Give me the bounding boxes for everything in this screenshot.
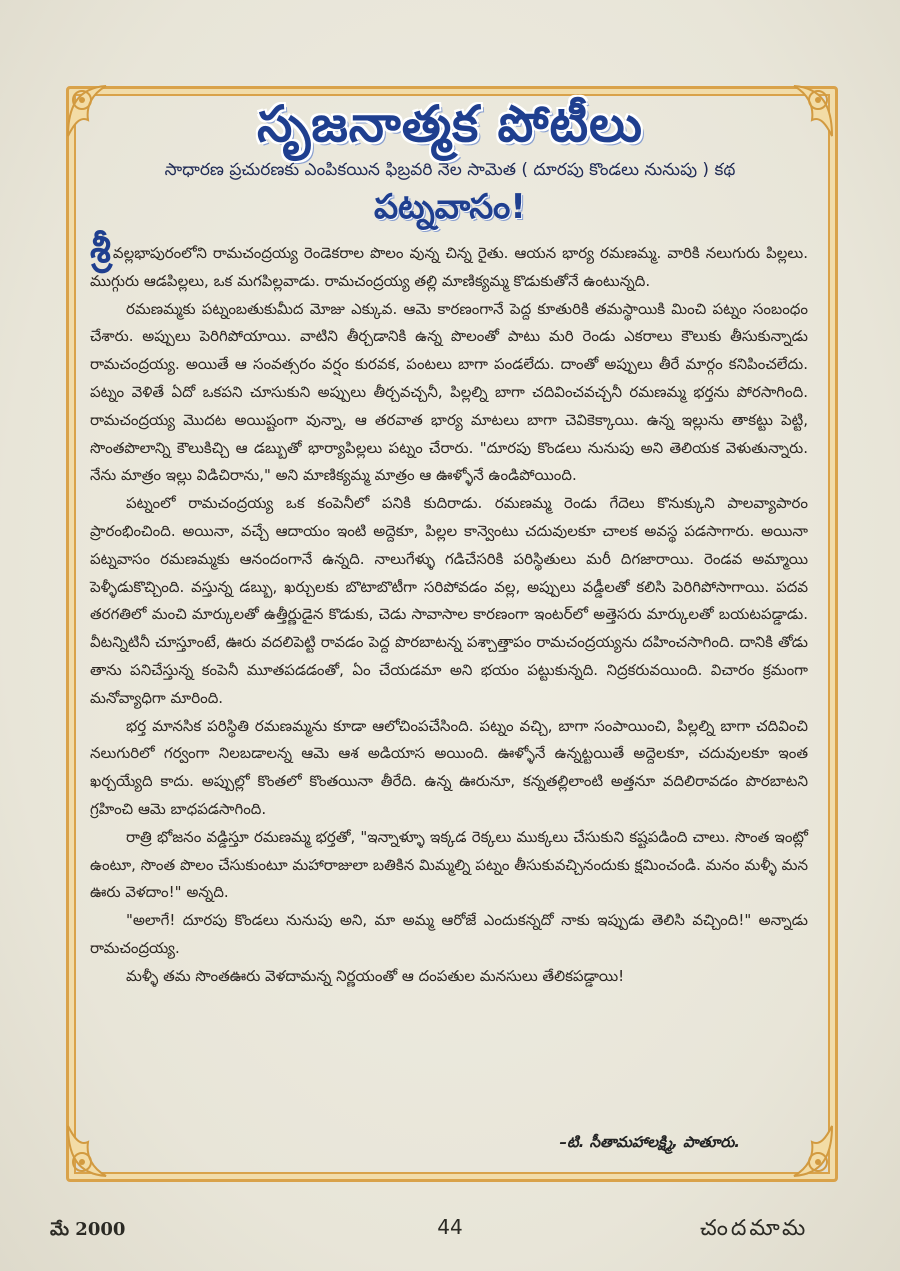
story-body bbox=[90, 227, 808, 991]
story-title: పట్నవాసం! bbox=[374, 187, 526, 227]
author-credit: –టి. సీతామహాలక్ష్మి, పాతూరు. bbox=[559, 1133, 740, 1151]
magazine-name: చందమామ bbox=[700, 1216, 809, 1241]
corner-ornament-icon bbox=[772, 1116, 842, 1186]
story-paragraph: రాత్రి భోజనం వడ్డిస్తూ రమణమ్మ భర్తతో, "ఇన్నాళ్ళూ ఇక్కడ రెక్కలు ముక్కలు చేసుకుని కష్టపడింది చాలు. సొంత ఇంట్లో ఉంటూ, సొంత పొలం చేసుకుంటూ మహారాజులా బతికిన మిమ్మల్ని పట్నం తీసుకువచ్చినందుకు క్షమించండి. మనం మళ్ళీ మన ఊరు వెళదాం!" అన్నది. bbox=[90, 827, 808, 902]
story-paragraph: రమణమ్మకు పట్నంబతుకుమీద మోజు ఎక్కువ. ఆమె కారణంగానే పెద్ద కూతురికి తమస్థాయికి మించి పట్నం సంబంధం చేశారు. అప్పులు పెరిగిపోయాయి. వాటిని తీర్చడానికి ఉన్న పొలంతో పాటు మరి రెండు ఎకరాలు కౌలుకు తీసుకున్నాడు రామచంద్రయ్య. అయితే ఆ సంవత్సరం వర్షం కురవక, పంటలు బాగా పండలేదు. దాంతో అప్పులు తీరే మార్గం కనిపించలేదు. పట్నం వెళితే ఏదో ఒకపని చూసుకుని అప్పులు తీర్చవచ్చనీ, పిల్లల్ని బాగా చదివించవచ్చనీ రమణమ్మ భర్తను పోరసాగింది. రామచంద్రయ్య మొదట అయిష్టంగా వున్నా, ఆ తరవాత భార్య మాటలు బాగా చెవికెక్కాయి. ఉన్న ఇల్లును తాకట్టు పెట్టి, సొంతపొలాన్ని కౌలుకిచ్చి ఆ డబ్బుతో భార్యాపిల్లలు పట్నం చేరారు. "దూరపు కొండలు నునుపు అని తెలియక వెళుతున్నారు. నేను మాత్రం ఇల్లు విడిచిరాను," అని మాణిక్యమ్మ మాత్రం ఆ ఊళ్ళోనే ఉండిపోయింది. bbox=[90, 299, 808, 485]
story-paragraph: భర్త మానసిక పరిస్థితి రమణమ్మను కూడా ఆలోచింపచేసింది. పట్నం వచ్చి, బాగా సంపాయించి, పిల్లల్ని బాగా చదివించి నలుగురిలో గర్వంగా నిలబడాలన్న ఆమె ఆశ అడియాస అయింది. ఊళ్ళోనే ఉన్నట్టయితే అద్దెలకూ, చదువులకూ ఇంత ఖర్చయ్యేది కాదు. అప్పుల్లో కొంతలో కొంతయినా తీరేది. ఉన్న ఊరునూ, కన్నతల్లిలాంటి అత్తనూ వదిలిరావడం పొరబాటని గ్రహించి ఆమె బాధపడసాగింది. bbox=[90, 716, 808, 818]
page-title: సృజనాత్మక పోటీలు bbox=[257, 95, 643, 153]
story-paragraph: మళ్ళీ తమ సొంతఊరు వెళదామన్న నిర్ణయంతో ఆ దంపతుల మనసులు తేలికపడ్డాయి! bbox=[126, 966, 625, 985]
page-number: 44 bbox=[437, 1215, 463, 1239]
story-paragraph: "అలాగే! దూరపు కొండలు నునుపు అని, మా అమ్మ ఆరోజే ఎందుకన్నదో నాకు ఇప్పుడు తెలిసి వచ్చింది!" అన్నాడు రామచంద్రయ్య. bbox=[90, 911, 808, 957]
corner-ornament-icon bbox=[58, 1116, 128, 1186]
story-paragraph: పట్నంలో రామచంద్రయ్య ఒక కంపెనీలో పనికి కుదిరాడు. రమణమ్మ రెండు గేదెలు కొనుక్కుని పాలవ్యాపారం ప్రారంభించింది. అయినా, వచ్చే ఆదాయం ఇంటి అద్దెకూ, పిల్లల కాన్వెంటు చదువులకూ చాలక అవస్థ పడసాగారు. అయినా పట్నవాసం రమణమ్మకు ఆనందంగానే ఉన్నది. నాలుగేళ్ళు గడిచేసరికి పరిస్థితులు మరీ దిగజారాయి. రెండవ అమ్మాయి పెళ్ళీడుకొచ్చింది. వస్తున్న డబ్బు, ఖర్చులకు బొటాబొటీగా సరిపోవడం వల్ల, అప్పులు వడ్డీలతో కలిసి పెరిగిపోసాగాయి. పదవ తరగతిలో మంచి మార్కులతో ఉత్తీర్ణుడైన కొడుకు, చెడు సావాసాల కారణంగా ఇంటర్‌లో అత్తెసరు మార్కులతో బయటపడ్డాడు. వీటన్నిటినీ చూస్తూంటే, ఊరు వదలిపెట్టి రావడం పెద్ద పొరబాటన్న పశ్చాత్తాపం రామచంద్రయ్యను దహించసాగింది. దానికి తోడు తాను పనిచేస్తున్న కంపెనీ మూతపడడంతో, ఏం చేయడమా అని భయం పట్టుకున్నది. నిద్రకరువయింది. విచారం క్రమంగా మనోవ్యాధిగా మారింది. bbox=[90, 494, 808, 707]
story-paragraph: శ్రీ వల్లభాపురంలోని రామచంద్రయ్య రెండెకరాల పొలం వున్న చిన్న రైతు. ఆయన భార్య రమణమ్మ. వారికి నలుగురు పిల్లలు. ముగ్గురు ఆడపిల్లలు, ఒక మగపిల్లవాడు. రామచంద్రయ్య తల్లి మాణిక్యమ్మ కొడుకుతోనే ఉంటున్నది. bbox=[90, 227, 808, 290]
page-subtitle: సాధారణ ప్రచురణకు ఎంపికయిన ఫిబ్రవరి నెల సామెత ( దూరపు కొండలు నునుపు ) కథ bbox=[164, 160, 736, 180]
drop-cap: శ్రీ bbox=[90, 227, 111, 271]
issue-date: మే 2000 bbox=[50, 1219, 126, 1240]
